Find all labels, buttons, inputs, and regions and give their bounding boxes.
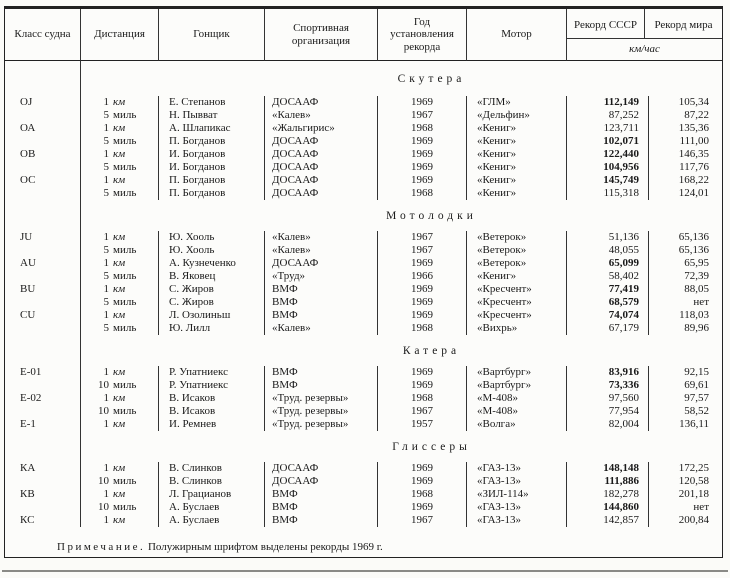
header-units: км/час bbox=[567, 38, 722, 60]
ussr-record-cell: 112,149 bbox=[567, 96, 649, 109]
distance-unit: миль bbox=[113, 109, 137, 121]
distance-cell bbox=[81, 379, 159, 392]
racer-cell: И. Богданов bbox=[159, 161, 265, 174]
motor-cell: «ГАЗ-13» bbox=[467, 501, 567, 514]
class-cell: КВ bbox=[5, 488, 81, 501]
racer-cell: Ю. Хооль bbox=[159, 231, 265, 244]
class-cell: AU bbox=[5, 257, 81, 270]
ussr-record-cell: 145,749 bbox=[567, 174, 649, 187]
distance-qty: 1 bbox=[103, 174, 109, 186]
ussr-record-cell: 87,252 bbox=[567, 109, 649, 122]
world-record-cell: 87,22 bbox=[684, 109, 709, 121]
racer-cell: В. Слинков bbox=[159, 475, 265, 488]
world-record-cell: нет bbox=[693, 501, 709, 513]
year-cell: 1967 bbox=[378, 231, 467, 244]
org-cell: ДОСААФ bbox=[265, 161, 378, 174]
year-cell: 1969 bbox=[378, 257, 467, 270]
distance-qty: 1 bbox=[103, 418, 109, 430]
distance-qty: 1 bbox=[103, 514, 109, 526]
year-cell: 1969 bbox=[378, 135, 467, 148]
world-record-cell: 89,96 bbox=[684, 322, 709, 334]
distance-cell bbox=[81, 514, 159, 527]
class-cell: OJ bbox=[5, 96, 81, 109]
year-cell: 1969 bbox=[378, 462, 467, 475]
world-record-cell: 172,25 bbox=[678, 462, 709, 474]
motor-cell: «ГАЗ-13» bbox=[467, 475, 567, 488]
distance-qty: 5 bbox=[103, 109, 109, 121]
distance-cell bbox=[81, 135, 159, 148]
distance-unit: км bbox=[113, 488, 126, 500]
motor-cell: «Вартбург» bbox=[467, 366, 567, 379]
ussr-record-cell: 51,136 bbox=[567, 231, 649, 244]
header-motor: Мотор bbox=[467, 9, 567, 61]
year-cell: 1969 bbox=[378, 148, 467, 161]
class-cell: CU bbox=[5, 309, 81, 322]
distance-unit: км bbox=[113, 309, 126, 321]
header-records-group bbox=[567, 9, 722, 61]
racer-cell: П. Богданов bbox=[159, 187, 265, 200]
racer-cell: Р. Упатниекс bbox=[159, 379, 265, 392]
distance-cell bbox=[81, 309, 159, 322]
year-cell: 1969 bbox=[378, 309, 467, 322]
distance-cell bbox=[81, 270, 159, 283]
world-record-cell: 117,76 bbox=[679, 161, 709, 173]
section-title: Скутера bbox=[397, 72, 466, 85]
org-cell: ВМФ bbox=[265, 501, 378, 514]
world-record-cell: 136,11 bbox=[679, 418, 709, 430]
year-cell: 1968 bbox=[378, 122, 467, 135]
distance-qty: 5 bbox=[103, 135, 109, 147]
ussr-record-cell: 58,402 bbox=[567, 270, 649, 283]
distance-cell bbox=[81, 366, 159, 379]
class-cell: КС bbox=[5, 514, 81, 527]
class-cell: КА bbox=[5, 462, 81, 475]
org-cell: ВМФ bbox=[265, 514, 378, 527]
racer-cell: Н. Пывват bbox=[159, 109, 265, 122]
distance-unit: миль bbox=[113, 379, 137, 391]
distance-qty: 1 bbox=[103, 96, 109, 108]
distance-qty: 1 bbox=[103, 283, 109, 295]
header-distance: Дистанция bbox=[81, 9, 159, 61]
org-cell: «Калев» bbox=[265, 322, 378, 335]
section-title-spacer bbox=[5, 431, 81, 462]
ussr-record-cell: 115,318 bbox=[567, 187, 649, 200]
motor-cell: «Ветерок» bbox=[467, 244, 567, 257]
header-records-top bbox=[567, 9, 722, 38]
world-record-cell: 105,34 bbox=[678, 96, 709, 108]
org-cell: ВМФ bbox=[265, 283, 378, 296]
section-title-spacer bbox=[5, 61, 81, 96]
racer-cell: Ю. Лилл bbox=[159, 322, 265, 335]
racer-cell: П. Богданов bbox=[159, 174, 265, 187]
distance-cell bbox=[81, 257, 159, 270]
world-record-cell: 72,39 bbox=[684, 270, 709, 282]
world-record-cell: 168,22 bbox=[678, 174, 709, 186]
distance-qty: 10 bbox=[98, 501, 109, 513]
page-edge-line bbox=[2, 570, 728, 572]
class-cell bbox=[5, 379, 81, 392]
distance-unit: км bbox=[113, 257, 126, 269]
racer-cell: Л. Озолиньш bbox=[159, 309, 265, 322]
ussr-record-cell: 83,916 bbox=[567, 366, 649, 379]
motor-cell: «Кениг» bbox=[467, 122, 567, 135]
distance-qty: 5 bbox=[103, 244, 109, 256]
motor-cell: «ЗИЛ-114» bbox=[467, 488, 567, 501]
section-title: Глиссеры bbox=[392, 440, 471, 453]
distance-cell bbox=[81, 462, 159, 475]
distance-cell bbox=[81, 475, 159, 488]
ussr-record-cell: 68,579 bbox=[567, 296, 649, 309]
header-year: Год установления рекорда bbox=[378, 9, 467, 61]
distance-unit: миль bbox=[113, 270, 137, 282]
ussr-record-cell: 65,099 bbox=[567, 257, 649, 270]
org-cell: ВМФ bbox=[265, 379, 378, 392]
ussr-record-cell: 82,004 bbox=[567, 418, 649, 431]
distance-cell bbox=[81, 296, 159, 309]
distance-unit: км bbox=[113, 514, 126, 526]
racer-cell: В. Исаков bbox=[159, 405, 265, 418]
distance-cell bbox=[81, 174, 159, 187]
distance-cell bbox=[81, 405, 159, 418]
distance-unit: км bbox=[113, 283, 126, 295]
note-label: Примечание. bbox=[57, 541, 146, 553]
distance-qty: 1 bbox=[103, 309, 109, 321]
year-cell: 1969 bbox=[378, 501, 467, 514]
class-cell bbox=[5, 109, 81, 122]
org-cell: ДОСААФ bbox=[265, 148, 378, 161]
note-text: Полужирным шрифтом выделены рекорды 1969 г. bbox=[147, 541, 383, 553]
motor-cell: «Вихрь» bbox=[467, 322, 567, 335]
distance-qty: 1 bbox=[103, 488, 109, 500]
org-cell: ДОСААФ bbox=[265, 174, 378, 187]
org-cell: ДОСААФ bbox=[265, 187, 378, 200]
class-cell: ОС bbox=[5, 174, 81, 187]
distance-qty: 1 bbox=[103, 462, 109, 474]
section-title: Катера bbox=[402, 344, 461, 357]
distance-unit: км bbox=[113, 418, 126, 430]
racer-cell: Е. Степанов bbox=[159, 96, 265, 109]
org-cell: «Труд. резервы» bbox=[265, 392, 378, 405]
org-cell: ДОСААФ bbox=[265, 257, 378, 270]
world-record-cell: нет bbox=[693, 296, 709, 308]
org-cell: «Труд» bbox=[265, 270, 378, 283]
distance-unit: км bbox=[113, 148, 126, 160]
world-record-cell: 69,61 bbox=[684, 379, 709, 391]
distance-cell bbox=[81, 392, 159, 405]
distance-cell bbox=[81, 501, 159, 514]
year-cell: 1969 bbox=[378, 96, 467, 109]
motor-cell: «Кениг» bbox=[467, 161, 567, 174]
motor-cell: «Кресчент» bbox=[467, 309, 567, 322]
distance-cell bbox=[81, 122, 159, 135]
world-record-cell: 97,57 bbox=[684, 392, 709, 404]
motor-cell: «Ветерок» bbox=[467, 257, 567, 270]
distance-qty: 10 bbox=[98, 405, 109, 417]
class-cell: JU bbox=[5, 231, 81, 244]
ussr-record-cell: 111,886 bbox=[567, 475, 649, 488]
org-cell: ДОСААФ bbox=[265, 96, 378, 109]
world-record-cell: 120,58 bbox=[678, 475, 709, 487]
world-record-cell: 65,136 bbox=[678, 244, 709, 256]
world-record-cell: 124,01 bbox=[678, 187, 709, 199]
ussr-record-cell: 123,711 bbox=[567, 122, 649, 135]
ussr-record-cell: 73,336 bbox=[567, 379, 649, 392]
year-cell: 1969 bbox=[378, 475, 467, 488]
distance-unit: км bbox=[113, 462, 126, 474]
racer-cell: И. Ремнев bbox=[159, 418, 265, 431]
year-cell: 1968 bbox=[378, 392, 467, 405]
ussr-record-cell: 74,074 bbox=[567, 309, 649, 322]
year-cell: 1967 bbox=[378, 244, 467, 257]
ussr-record-cell: 97,560 bbox=[567, 392, 649, 405]
ussr-record-cell: 77,419 bbox=[567, 283, 649, 296]
distance-cell bbox=[81, 96, 159, 109]
world-record-cell: 200,84 bbox=[678, 514, 709, 526]
motor-cell: «Ветерок» bbox=[467, 231, 567, 244]
year-cell: 1969 bbox=[378, 174, 467, 187]
year-cell: 1969 bbox=[378, 283, 467, 296]
racer-cell: И. Богданов bbox=[159, 148, 265, 161]
racer-cell: А. Шлапикас bbox=[159, 122, 265, 135]
year-cell: 1968 bbox=[378, 187, 467, 200]
distance-qty: 1 bbox=[103, 122, 109, 134]
org-cell: «Труд. резервы» bbox=[265, 418, 378, 431]
distance-qty: 10 bbox=[98, 379, 109, 391]
distance-qty: 5 bbox=[103, 187, 109, 199]
year-cell: 1966 bbox=[378, 270, 467, 283]
year-cell: 1968 bbox=[378, 322, 467, 335]
world-record-cell: 146,35 bbox=[678, 148, 709, 160]
distance-unit: км bbox=[113, 122, 126, 134]
racer-cell: Л. Грацианов bbox=[159, 488, 265, 501]
distance-qty: 5 bbox=[103, 322, 109, 334]
class-cell bbox=[5, 475, 81, 488]
records-grid bbox=[5, 9, 722, 559]
racer-cell: В. Исаков bbox=[159, 392, 265, 405]
header-record-world: Рекорд мира bbox=[654, 18, 713, 31]
motor-cell: «Кресчент» bbox=[467, 283, 567, 296]
racer-cell: С. Жиров bbox=[159, 283, 265, 296]
header-racer: Гонщик bbox=[159, 9, 265, 61]
motor-cell: «Кресчент» bbox=[467, 296, 567, 309]
org-cell: ВМФ bbox=[265, 366, 378, 379]
distance-cell bbox=[81, 283, 159, 296]
org-cell: «Калев» bbox=[265, 231, 378, 244]
world-record-cell: 111,00 bbox=[679, 135, 709, 147]
org-cell: ДОСААФ bbox=[265, 475, 378, 488]
ussr-record-cell: 142,857 bbox=[567, 514, 649, 527]
world-record-cell: 65,95 bbox=[684, 257, 709, 269]
org-cell: ВМФ bbox=[265, 309, 378, 322]
racer-cell: В. Слинков bbox=[159, 462, 265, 475]
distance-unit: км bbox=[113, 231, 126, 243]
world-record-cell: 58,52 bbox=[684, 405, 709, 417]
racer-cell: В. Яковец bbox=[159, 270, 265, 283]
distance-unit: км bbox=[113, 392, 126, 404]
motor-cell: «Кениг» bbox=[467, 148, 567, 161]
distance-qty: 5 bbox=[103, 270, 109, 282]
class-cell: ОВ bbox=[5, 148, 81, 161]
motor-cell: «М-408» bbox=[467, 392, 567, 405]
distance-unit: миль bbox=[113, 475, 137, 487]
class-cell: ОА bbox=[5, 122, 81, 135]
distance-cell bbox=[81, 161, 159, 174]
class-cell bbox=[5, 135, 81, 148]
racer-cell: Ю. Хооль bbox=[159, 244, 265, 257]
year-cell: 1967 bbox=[378, 405, 467, 418]
year-cell: 1967 bbox=[378, 514, 467, 527]
distance-qty: 1 bbox=[103, 231, 109, 243]
distance-unit: миль bbox=[113, 135, 137, 147]
year-cell: 1967 bbox=[378, 109, 467, 122]
distance-qty: 1 bbox=[103, 257, 109, 269]
distance-unit: миль bbox=[113, 296, 137, 308]
racer-cell: Р. Упатниекс bbox=[159, 366, 265, 379]
header-organization: Спортивная организация bbox=[265, 9, 378, 61]
class-cell: Е-1 bbox=[5, 418, 81, 431]
year-cell: 1969 bbox=[378, 366, 467, 379]
year-cell: 1957 bbox=[378, 418, 467, 431]
distance-qty: 10 bbox=[98, 475, 109, 487]
distance-qty: 1 bbox=[103, 392, 109, 404]
motor-cell: «М-408» bbox=[467, 405, 567, 418]
org-cell: ВМФ bbox=[265, 488, 378, 501]
world-record-cell: 92,15 bbox=[684, 366, 709, 378]
org-cell: «Труд. резервы» bbox=[265, 405, 378, 418]
distance-qty: 5 bbox=[103, 296, 109, 308]
header-class: Класс судна bbox=[5, 9, 81, 61]
world-record-cell: 201,18 bbox=[678, 488, 709, 500]
year-cell: 1969 bbox=[378, 296, 467, 309]
records-table bbox=[4, 6, 723, 558]
ussr-record-cell: 122,440 bbox=[567, 148, 649, 161]
racer-cell: П. Богданов bbox=[159, 135, 265, 148]
distance-unit: миль bbox=[113, 187, 137, 199]
motor-cell: «Кениг» bbox=[467, 270, 567, 283]
world-record-cell: 65,136 bbox=[678, 231, 709, 243]
header-record-ussr: Рекорд СССР bbox=[567, 9, 645, 38]
ussr-record-cell: 77,954 bbox=[567, 405, 649, 418]
class-cell: BU bbox=[5, 283, 81, 296]
section-title: Мотолодки bbox=[386, 209, 477, 222]
distance-cell bbox=[81, 322, 159, 335]
motor-cell: «ГАЗ-13» bbox=[467, 514, 567, 527]
distance-unit: км bbox=[113, 174, 126, 186]
distance-qty: 5 bbox=[103, 161, 109, 173]
distance-unit: миль bbox=[113, 405, 137, 417]
distance-unit: миль bbox=[113, 501, 137, 513]
section-title-spacer bbox=[5, 200, 81, 231]
class-cell bbox=[5, 244, 81, 257]
ussr-record-cell: 48,055 bbox=[567, 244, 649, 257]
class-cell bbox=[5, 322, 81, 335]
class-cell bbox=[5, 161, 81, 174]
class-cell bbox=[5, 405, 81, 418]
year-cell: 1968 bbox=[378, 488, 467, 501]
motor-cell: «ГЛМ» bbox=[467, 96, 567, 109]
ussr-record-cell: 67,179 bbox=[567, 322, 649, 335]
distance-cell bbox=[81, 488, 159, 501]
org-cell: «Калев» bbox=[265, 109, 378, 122]
class-cell: Е-02 bbox=[5, 392, 81, 405]
motor-cell: «Кениг» bbox=[467, 174, 567, 187]
org-cell: ВМФ bbox=[265, 296, 378, 309]
org-cell: «Жальгирис» bbox=[265, 122, 378, 135]
world-record-cell: 135,36 bbox=[678, 122, 709, 134]
distance-unit: миль bbox=[113, 161, 137, 173]
motor-cell: «Кениг» bbox=[467, 187, 567, 200]
motor-cell: «Кениг» bbox=[467, 135, 567, 148]
class-cell bbox=[5, 270, 81, 283]
class-cell bbox=[5, 296, 81, 309]
distance-cell bbox=[81, 418, 159, 431]
motor-cell: «Волга» bbox=[467, 418, 567, 431]
org-cell: «Калев» bbox=[265, 244, 378, 257]
motor-cell: «ГАЗ-13» bbox=[467, 462, 567, 475]
distance-unit: км bbox=[113, 96, 126, 108]
racer-cell: А. Кузнеченко bbox=[159, 257, 265, 270]
note bbox=[5, 527, 722, 559]
motor-cell: «Дельфин» bbox=[467, 109, 567, 122]
org-cell: ДОСААФ bbox=[265, 135, 378, 148]
distance-qty: 1 bbox=[103, 148, 109, 160]
ussr-record-cell: 102,071 bbox=[567, 135, 649, 148]
ussr-record-cell: 104,956 bbox=[567, 161, 649, 174]
racer-cell: А. Буслаев bbox=[159, 514, 265, 527]
year-cell: 1969 bbox=[378, 379, 467, 392]
class-cell bbox=[5, 501, 81, 514]
distance-cell bbox=[81, 187, 159, 200]
distance-qty: 1 bbox=[103, 366, 109, 378]
distance-cell bbox=[81, 231, 159, 244]
org-cell: ДОСААФ bbox=[265, 462, 378, 475]
ussr-record-cell: 144,860 bbox=[567, 501, 649, 514]
racer-cell: А. Буслаев bbox=[159, 501, 265, 514]
class-cell bbox=[5, 187, 81, 200]
distance-cell bbox=[81, 148, 159, 161]
world-record-cell: 118,03 bbox=[679, 309, 709, 321]
world-record-cell: 88,05 bbox=[684, 283, 709, 295]
distance-cell bbox=[81, 244, 159, 257]
distance-unit: миль bbox=[113, 244, 137, 256]
year-cell: 1969 bbox=[378, 161, 467, 174]
distance-cell bbox=[81, 109, 159, 122]
racer-cell: С. Жиров bbox=[159, 296, 265, 309]
distance-unit: миль bbox=[113, 322, 137, 334]
motor-cell: «Вартбург» bbox=[467, 379, 567, 392]
distance-unit: км bbox=[113, 366, 126, 378]
ussr-record-cell: 148,148 bbox=[567, 462, 649, 475]
section-title-spacer bbox=[5, 335, 81, 366]
class-cell: Е-01 bbox=[5, 366, 81, 379]
ussr-record-cell: 182,278 bbox=[567, 488, 649, 501]
